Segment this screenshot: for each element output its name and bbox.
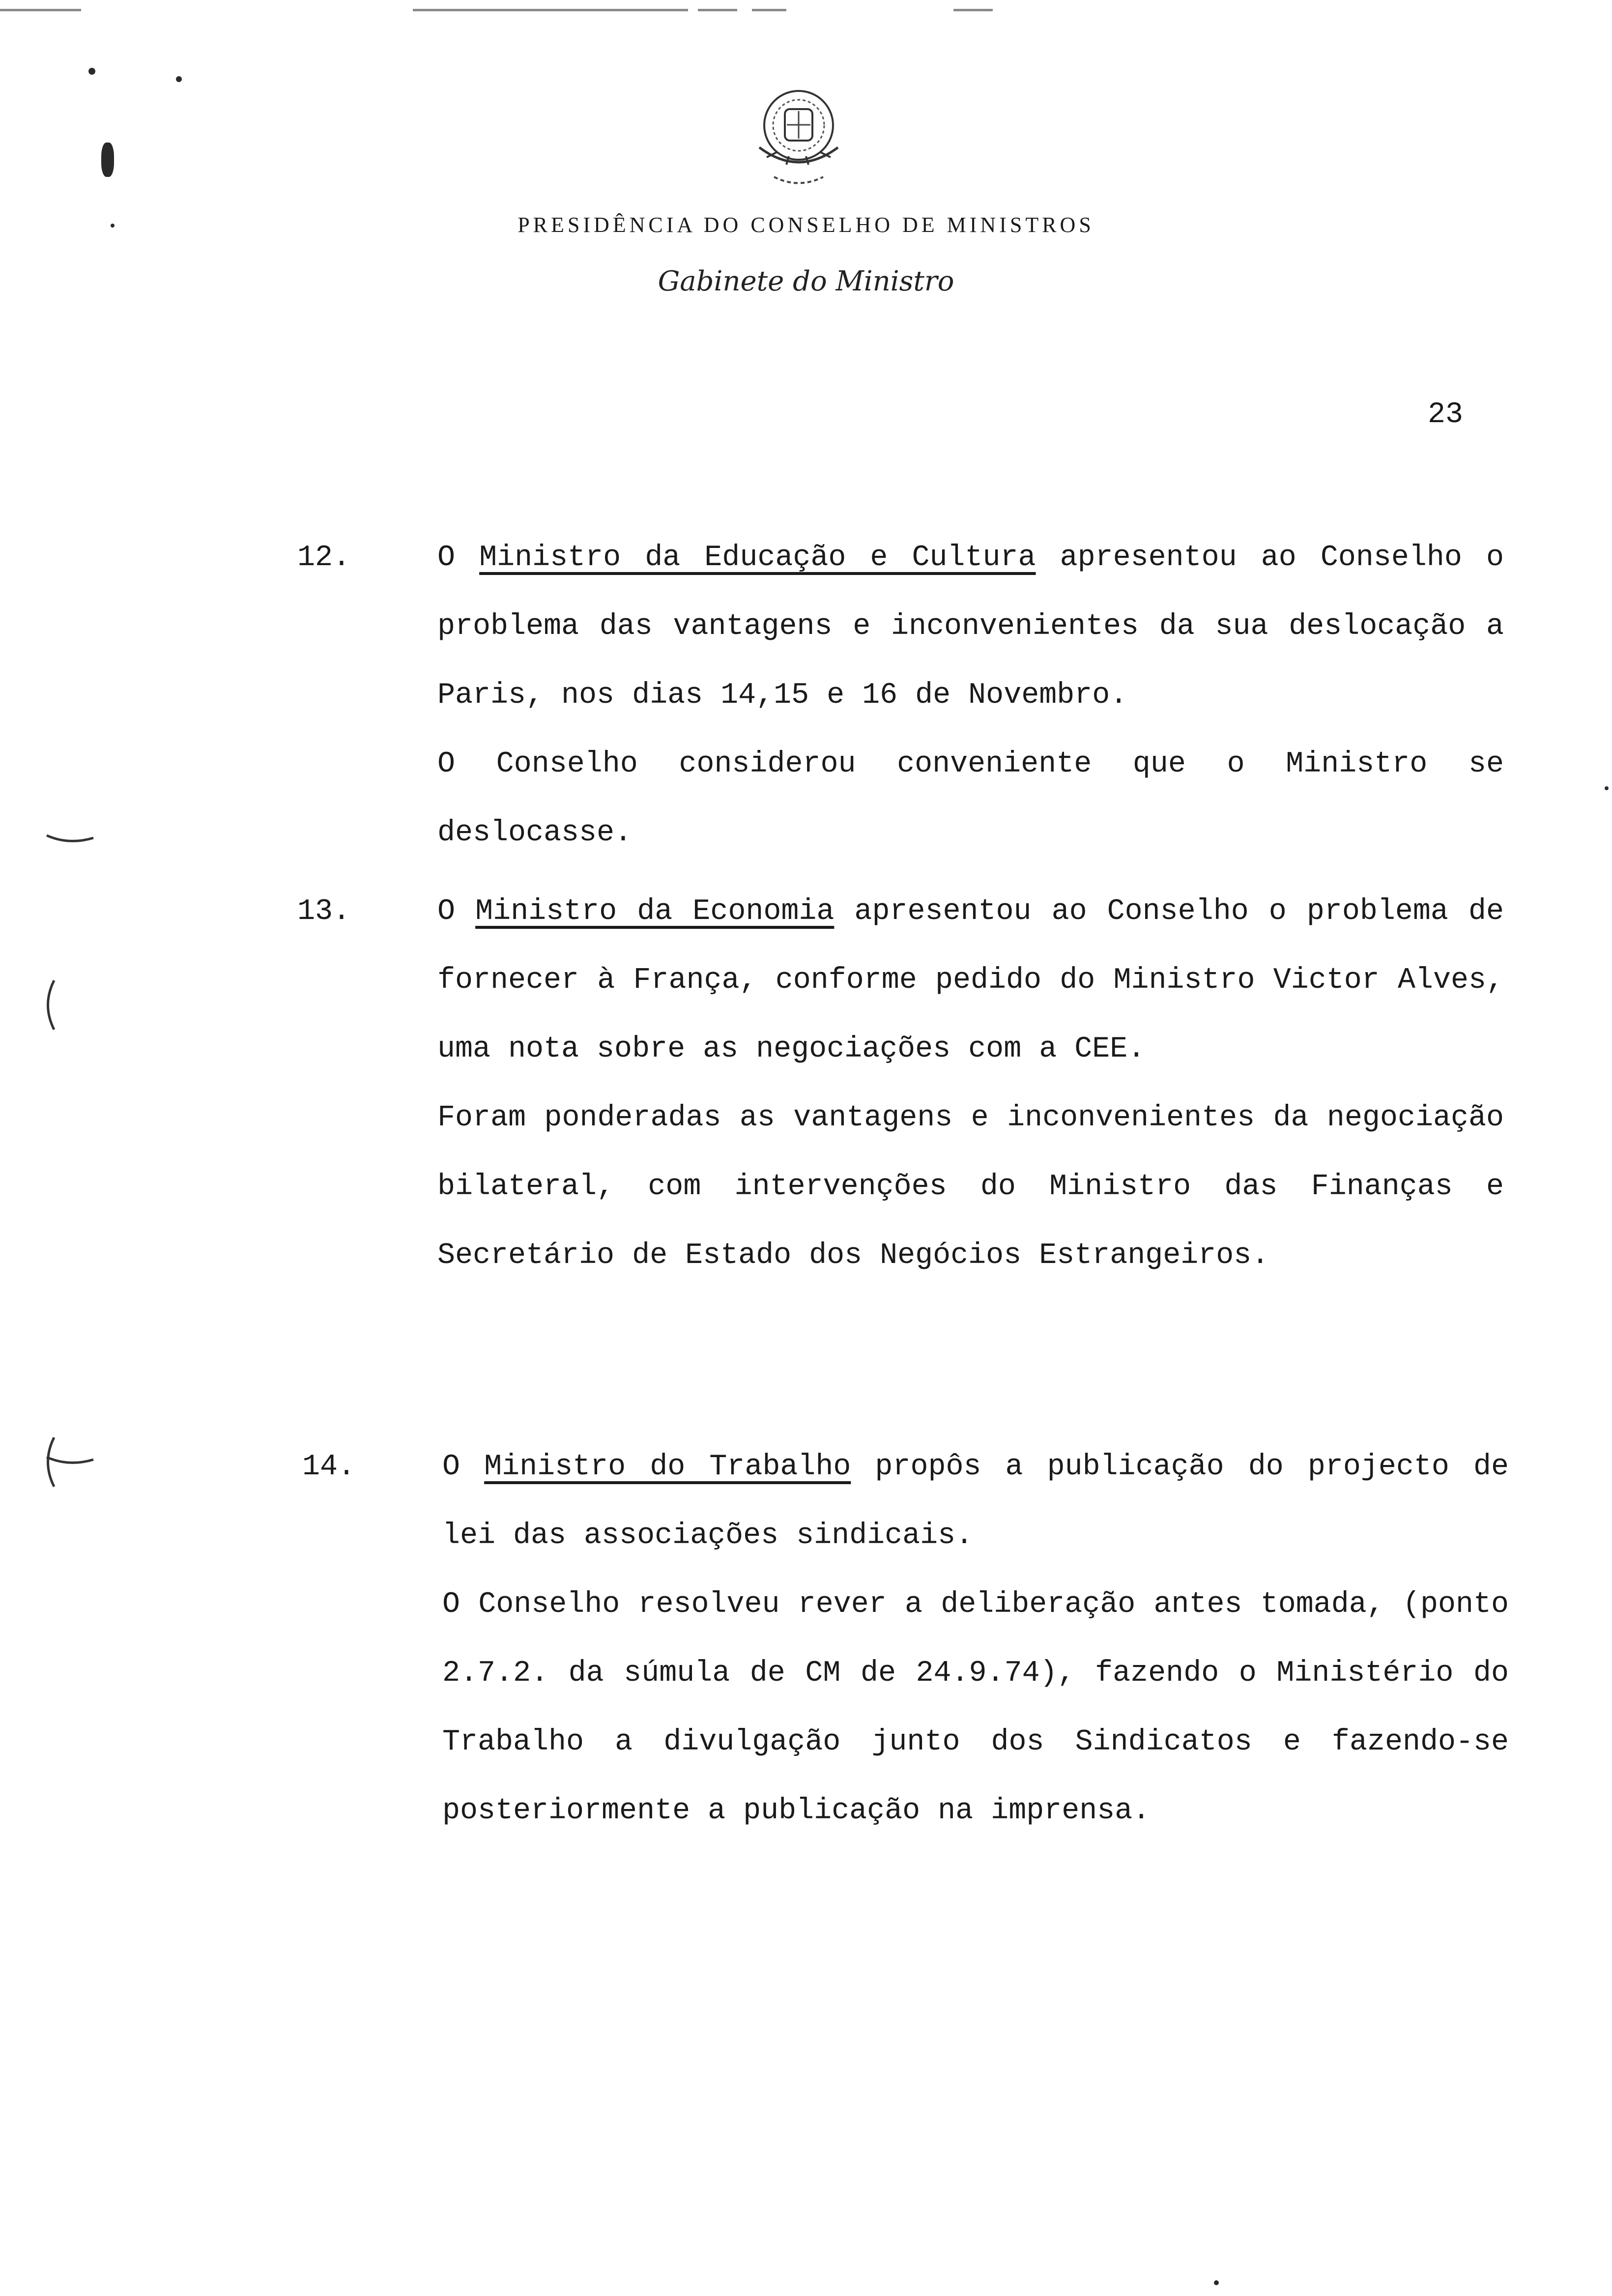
item-paragraph: Foram ponderadas as vantagens e inconvenientes da negociação bilateral, com intervenções do Ministro das Finanças e Secretário de Estado dos Negócios Estrangeiros. — [437, 1101, 1504, 1272]
paragraph-prefix: O — [437, 895, 476, 928]
scan-arc — [39, 978, 59, 1032]
paragraph-prefix: O — [442, 1450, 485, 1484]
item-paragraph — [442, 1433, 1509, 1570]
item-text — [437, 523, 1504, 867]
item-paragraph — [437, 877, 1504, 1084]
item-paragraph: O Conselho resolveu rever a deliberação antes tomada, (ponto 2.7.2. da súmula de CM de 24.9.74), fazendo o Ministério do Trabalho a divulgação junto dos Sindicatos e fazendo-se posteriormente a publicação na imprensa. — [442, 1588, 1509, 1828]
scan-rule — [413, 9, 688, 11]
item-paragraph: O Conselho considerou conveniente que o Ministro se deslocasse. — [437, 747, 1504, 850]
item-text — [437, 877, 1504, 1290]
paragraph-prefix: O — [437, 541, 480, 574]
organization-name: PRESIDÊNCIA DO CONSELHO DE MINISTROS — [518, 213, 1094, 237]
minister-name: Ministro da Economia — [475, 895, 835, 928]
paragraph-text: apresentou ao Conselho o problema de fornecer à França, conforme pedido do Ministro Victor Alves, uma nota sobre as negociações com a CEE. — [437, 895, 1504, 1066]
scan-speck — [88, 68, 95, 75]
scan-speck — [111, 224, 115, 228]
portuguese-republic-seal-icon — [740, 79, 858, 197]
scan-speck — [176, 76, 182, 82]
minister-name: Ministro do Trabalho — [484, 1450, 851, 1484]
page-number: 23 — [1428, 398, 1464, 431]
paragraph-text: propôs a publicação do projecto de lei das associações sindicais. — [442, 1450, 1509, 1552]
scan-arc — [44, 816, 98, 855]
scan-rule — [698, 9, 737, 11]
scan-blot — [101, 143, 114, 177]
item-number: 13. — [297, 895, 351, 928]
scan-arc — [39, 1435, 59, 1489]
scan-speck — [1605, 786, 1609, 790]
scan-rule — [953, 9, 993, 11]
scan-rule — [752, 9, 786, 11]
item-text — [442, 1433, 1509, 1845]
item-number: 12. — [297, 541, 351, 574]
scan-speck — [1214, 2280, 1219, 2285]
item-paragraph — [437, 523, 1504, 730]
scan-rule — [0, 9, 81, 11]
office-name: Gabinete do Ministro — [658, 265, 954, 297]
paragraph-text: apresentou ao Conselho o problema das vantagens e inconvenientes da sua deslocação a Paris, nos dias 14,15 e 16 de Novembro. — [437, 541, 1504, 712]
item-number: 14. — [302, 1450, 356, 1484]
minister-name: Ministro da Educação e Cultura — [479, 541, 1036, 574]
